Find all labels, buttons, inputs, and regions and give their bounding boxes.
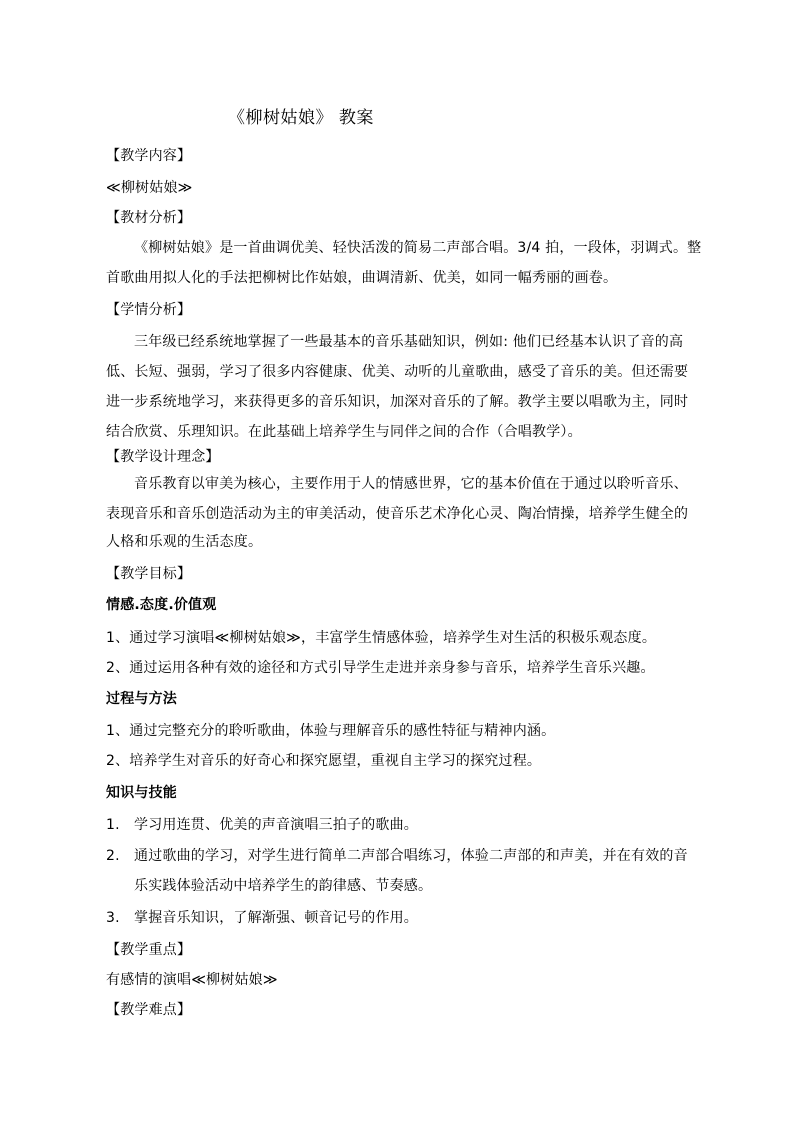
student-analysis-line-1: 三年级已经系统地掌握了一些最基本的音乐基础知识，例如: 他们已经基本认识了音的高 <box>134 334 684 350</box>
heading-material-analysis: 【教材分析】 <box>106 210 192 226</box>
heading-student-analysis: 【学情分析】 <box>106 302 192 318</box>
subheading-process-method: 过程与方法 <box>106 691 177 707</box>
heading-teaching-content: 【教学内容】 <box>106 148 192 164</box>
skills-goal-2-text-line-1: 通过歌曲的学习，对学生进行简单二声部合唱练习，体验二声部的和声美，并在有效的音 <box>134 848 688 864</box>
skills-goal-2-text-line-2: 乐实践体验活动中培养学生的韵律感、节奏感。 <box>134 878 433 894</box>
key-points-text: 有感情的演唱≪柳树姑娘≫ <box>106 972 278 988</box>
skills-goal-3-number: 3. <box>106 910 120 926</box>
skills-goal-3 <box>106 908 696 928</box>
emotion-goal-1: 1、通过学习演唱≪柳树姑娘≫，丰富学生情感体验，培养学生对生活的积极乐观态度。 <box>106 630 657 646</box>
skills-goal-1-text: 学习用连贯、优美的声音演唱三拍子的歌曲。 <box>134 817 418 833</box>
process-goal-1: 1、通过完整充分的聆听歌曲，体验与理解音乐的感性特征与精神内涵。 <box>106 723 556 739</box>
skills-goal-1 <box>106 815 696 835</box>
student-analysis-line-2: 低、长短、强弱，学习了很多内容健康、优美、动听的儿童歌曲，感受了音乐的美。但还需要 <box>106 364 689 380</box>
document-title: 《柳树姑娘》 教案 <box>228 108 374 128</box>
subheading-emotion-attitude-values: 情感.态度.价值观 <box>106 597 217 613</box>
design-concept-line-3: 人格和乐观的生活态度。 <box>106 534 263 550</box>
skills-goal-2 <box>106 846 696 866</box>
process-goal-2: 2、培养学生对音乐的好奇心和探究愿望，重视自主学习的探究过程。 <box>106 753 542 769</box>
skills-goal-1-number: 1. <box>106 817 120 833</box>
design-concept-line-1: 音乐教育以审美为核心，主要作用于人的情感世界，它的基本价值在于通过以聆听音乐、 <box>134 476 688 492</box>
subheading-knowledge-skills: 知识与技能 <box>106 785 177 801</box>
heading-difficult-points: 【教学难点】 <box>106 1002 192 1018</box>
heading-teaching-goals: 【教学目标】 <box>106 566 192 582</box>
student-analysis-line-4: 结合欣赏、乐理知识。在此基础上培养学生与同伴之间的合作（合唱教学）。 <box>106 424 582 440</box>
heading-key-points: 【教学重点】 <box>106 942 192 958</box>
design-concept-line-2: 表现音乐和音乐创造活动为主的审美活动，使音乐艺术净化心灵、陶冶情操，培养学生健全的 <box>106 506 689 522</box>
teaching-content-text: ≪柳树姑娘≫ <box>106 180 193 196</box>
skills-goal-3-text: 掌握音乐知识，了解渐强、顿音记号的作用。 <box>134 910 418 926</box>
material-analysis-line-2: 首歌曲用拟人化的手法把柳树比作姑娘，曲调清新、优美，如同一幅秀丽的画卷。 <box>106 270 618 286</box>
student-analysis-line-3: 进一步系统地学习，来获得更多的音乐知识，加深对音乐的了解。教学主要以唱歌为主，同时 <box>106 394 689 410</box>
material-analysis-line-1: 《柳树姑娘》是一首曲调优美、轻快活泼的简易二声部合唱。3/4 拍，一段体，羽调式。整 <box>134 240 702 256</box>
emotion-goal-2: 2、通过运用各种有效的途径和方式引导学生走进并亲身参与音乐，培养学生音乐兴趣。 <box>106 660 655 676</box>
skills-goal-2-number: 2. <box>106 848 120 864</box>
heading-design-concept: 【教学设计理念】 <box>106 449 220 465</box>
